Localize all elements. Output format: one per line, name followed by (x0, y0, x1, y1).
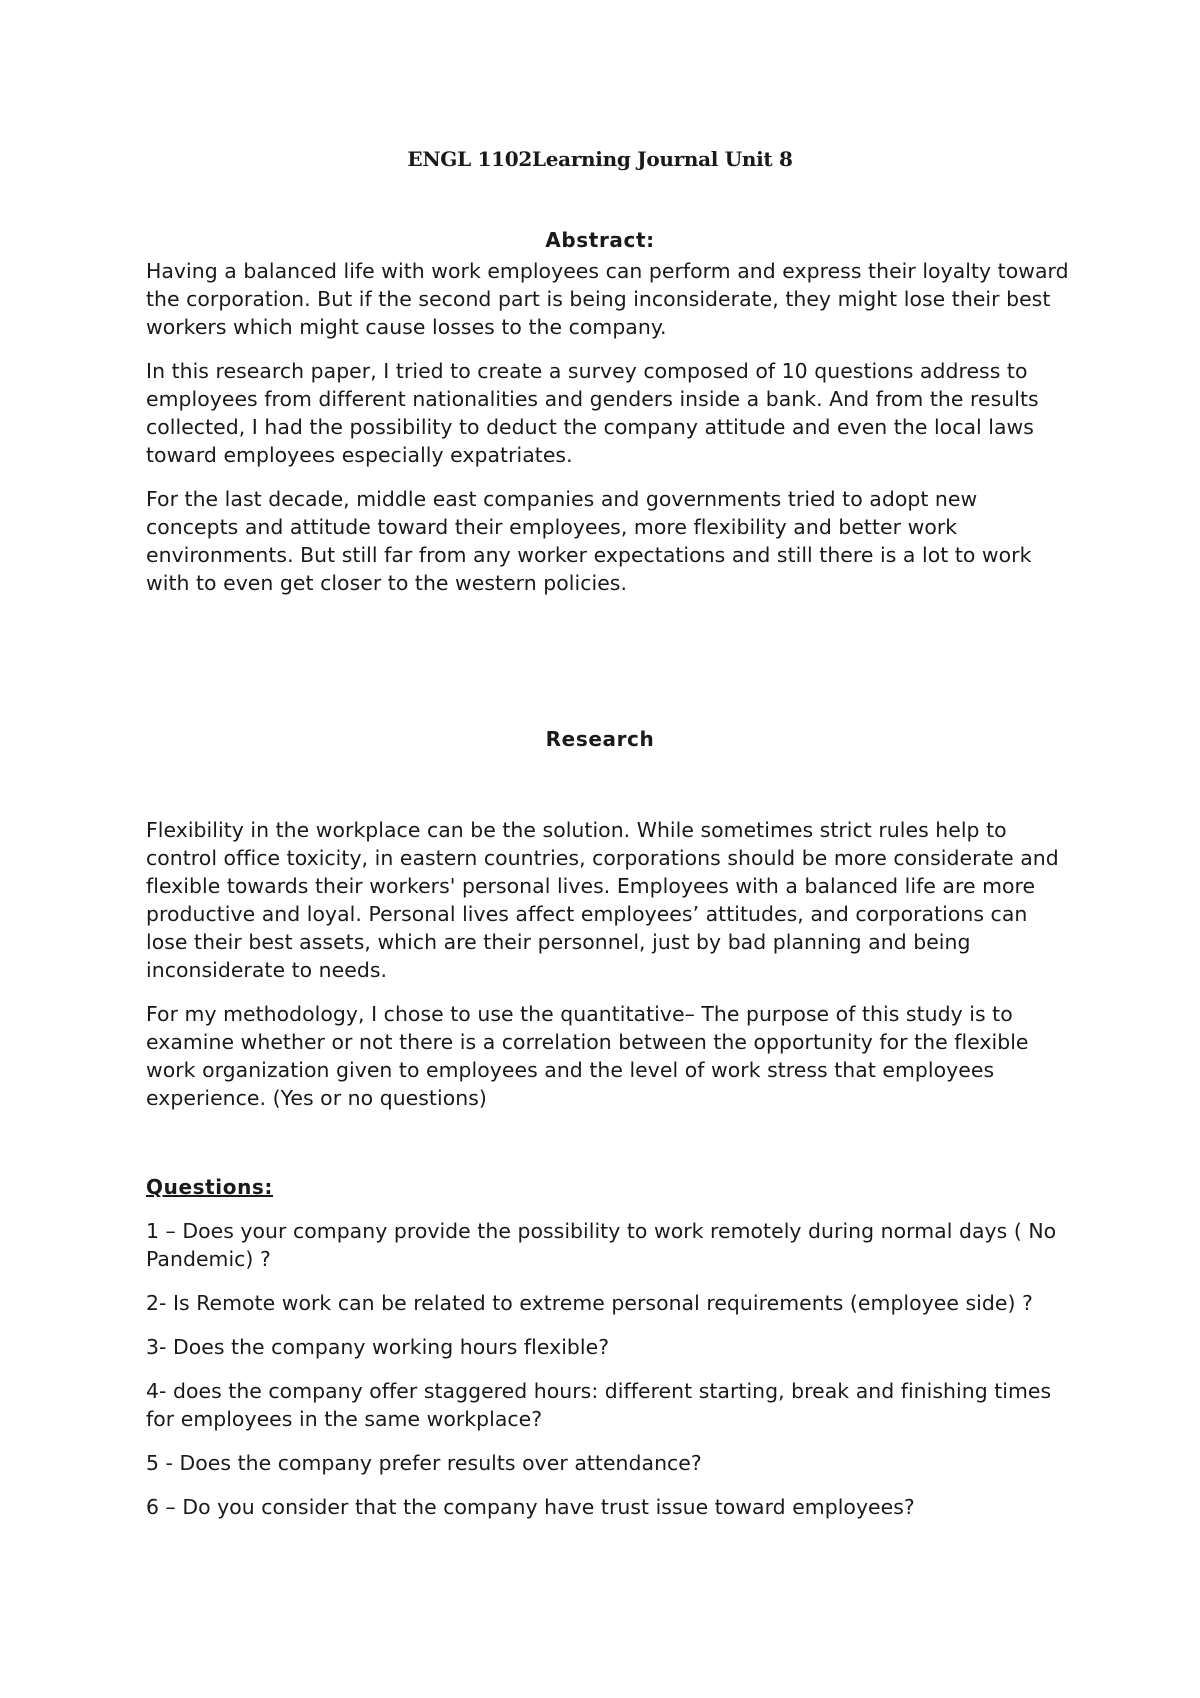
questions-heading: Questions: (146, 1175, 274, 1199)
abstract-paragraph: In this research paper, I tried to create a survey composed of 10 questions address to employees from different nationalities and genders inside a bank. And from the results collected, I had the possibility to deduct the company attitude and even the local laws toward employees especially expatriates. (146, 359, 1039, 467)
abstract-section (146, 257, 1071, 613)
question-item: 5 - Does the company prefer results over attendance? (146, 1451, 702, 1475)
question-item: 6 – Do you consider that the company have trust issue toward employees? (146, 1495, 915, 1519)
question-item: 3- Does the company working hours flexible? (146, 1335, 610, 1359)
research-section (146, 816, 1071, 1128)
questions-section (146, 1173, 1071, 1537)
question-item: 1 – Does your company provide the possibility to work remotely during normal days ( No Pandemic) ? (146, 1219, 1057, 1271)
abstract-heading: Abstract: (545, 228, 655, 252)
question-item: 2- Is Remote work can be related to extreme personal requirements (employee side) ? (146, 1291, 1033, 1315)
abstract-paragraph: For the last decade, middle east companies and governments tried to adopt new concepts and attitude toward their employees, more flexibility and better work environments. But still far from any worker expectations and still there is a lot to work with to even get closer to the western policies. (146, 487, 1032, 595)
question-item: 4- does the company offer staggered hours: different starting, break and finishing times for employees in the same workplace? (146, 1379, 1052, 1431)
research-paragraph: For my methodology, I chose to use the quantitative– The purpose of this study is to examine whether or not there is a correlation between the opportunity for the flexible work organization given to employees and the level of work stress that employees experience. (Yes or no questions) (146, 1002, 1029, 1110)
abstract-paragraph: Having a balanced life with work employees can perform and express their loyalty toward the corporation. But if the second part is being inconsiderate, they might lose their best workers which might cause losses to the company. (146, 259, 1069, 339)
document-title: ENGL 1102Learning Journal Unit 8 (407, 147, 793, 171)
research-heading: Research (545, 727, 655, 751)
research-paragraph: Flexibility in the workplace can be the solution. While sometimes strict rules help to control office toxicity, in eastern countries, corporations should be more considerate and flexible towards their workers' personal lives. Employees with a balanced life are more productive and loyal. Personal lives affect employees’ attitudes, and corporations can lose their best assets, which are their personnel, just by bad planning and being inconsiderate to needs. (146, 818, 1059, 982)
